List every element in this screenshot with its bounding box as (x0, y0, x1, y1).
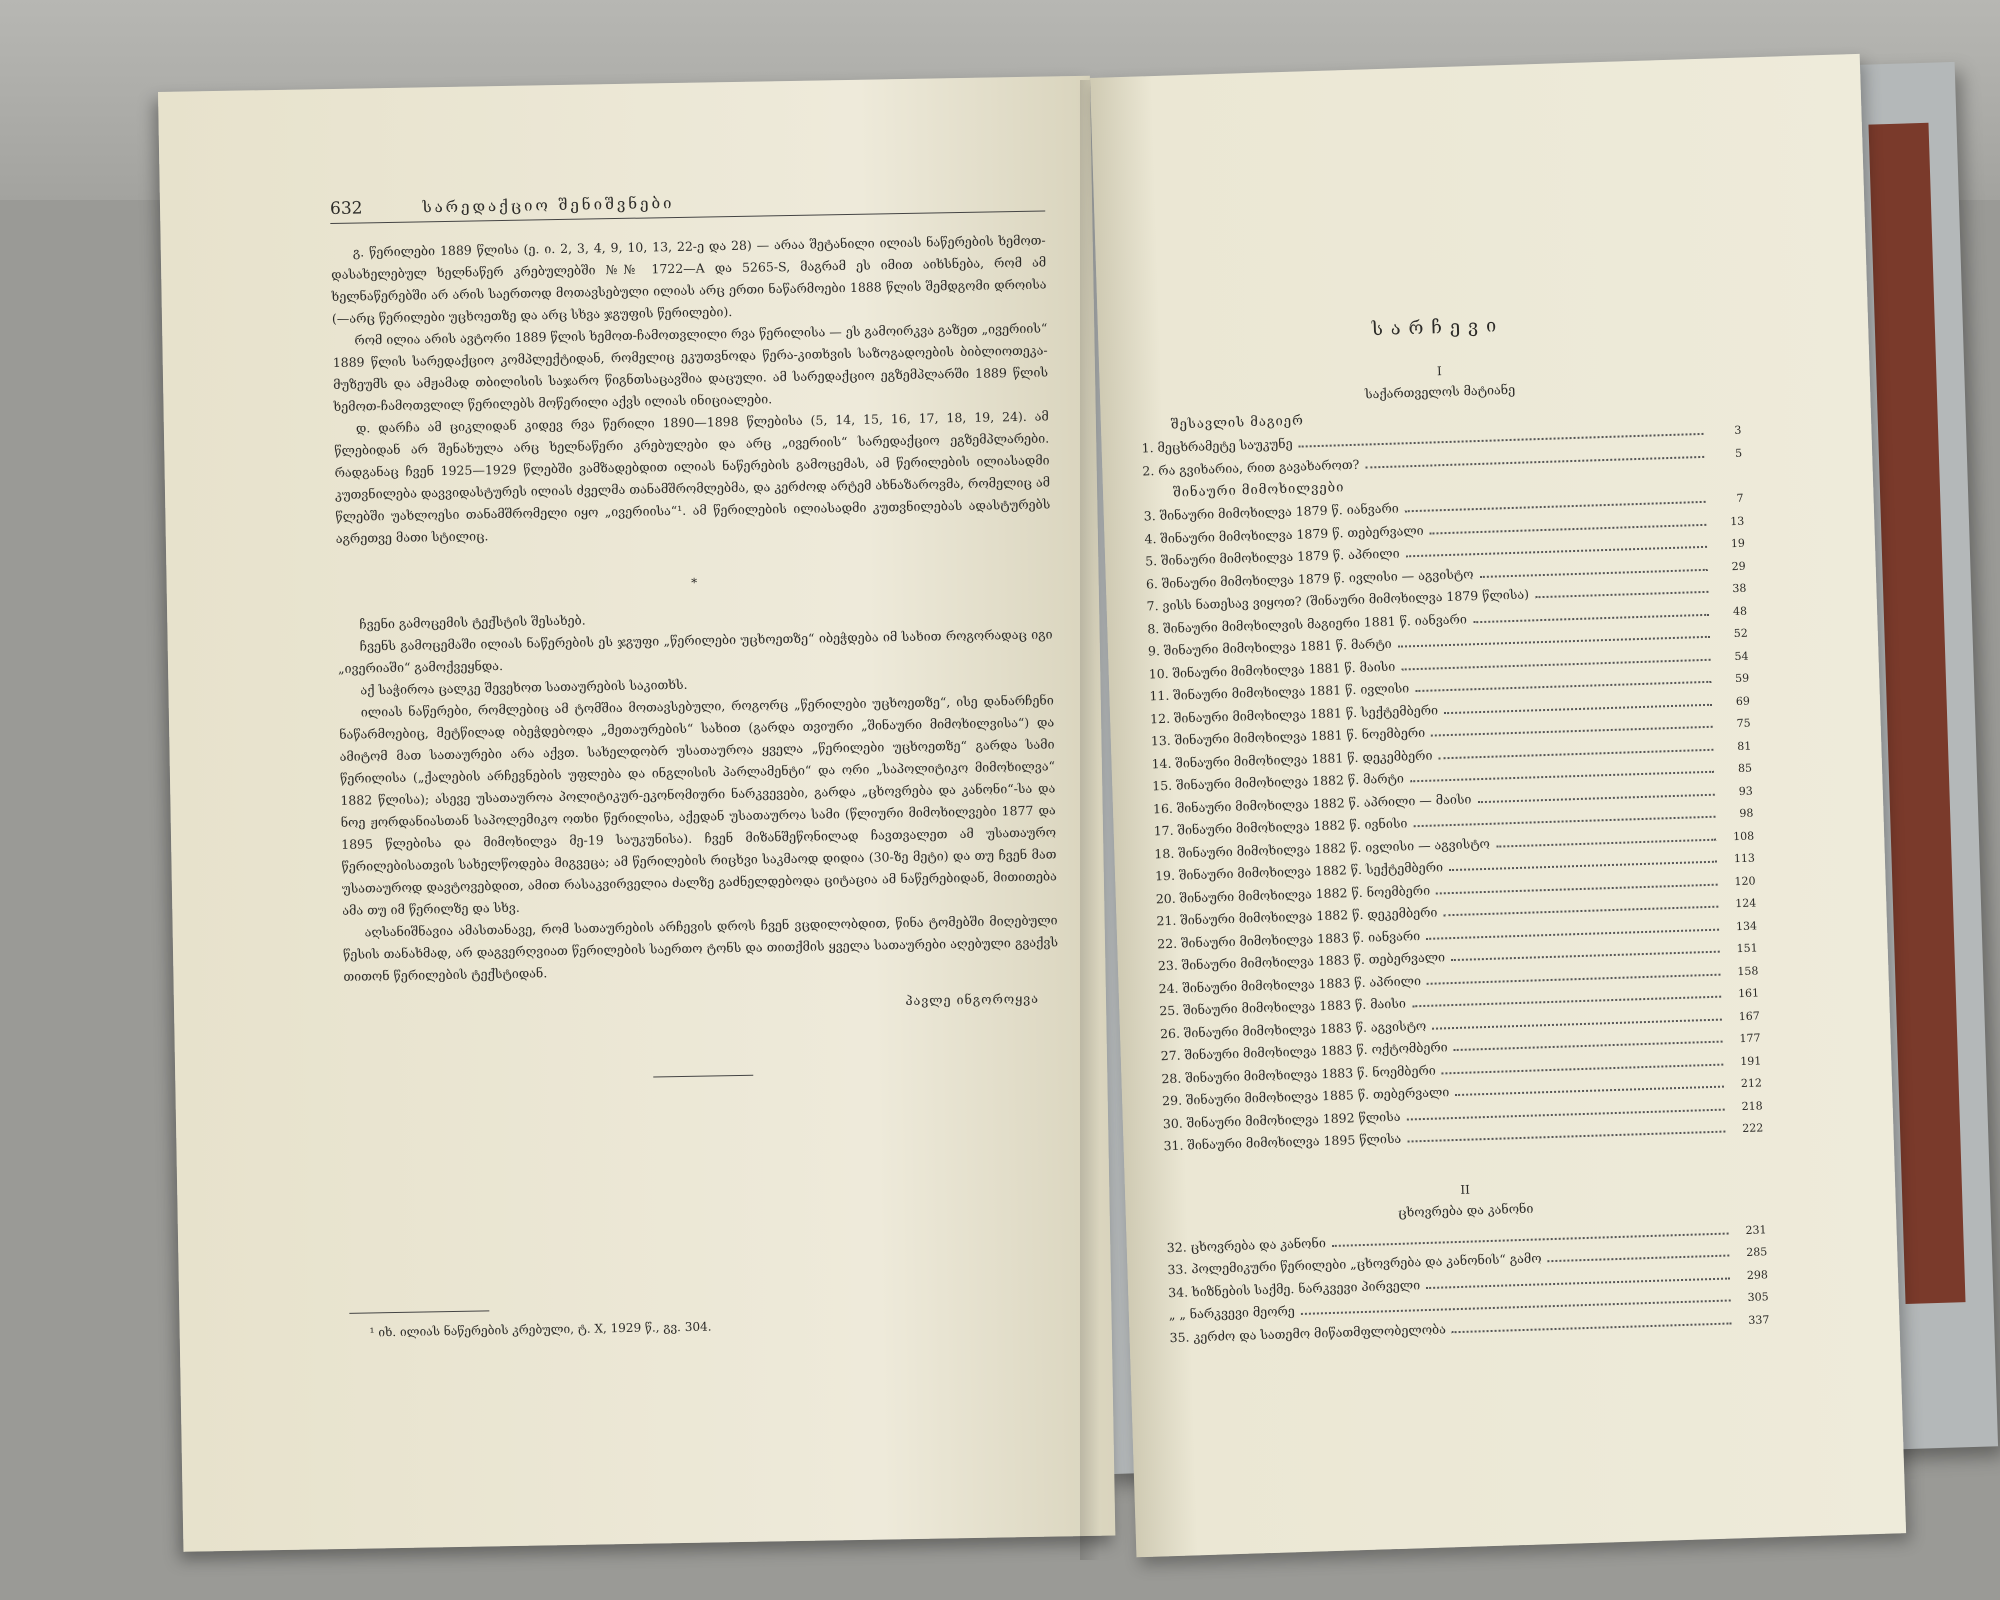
part-title: საქართველოს მატიანე (1364, 381, 1516, 402)
toc-leader-dots (1451, 951, 1720, 961)
toc-entry-page: 231 (1745, 1222, 1767, 1237)
toc-leader-dots (1442, 1063, 1724, 1074)
toc-entry-title: 23. შინაური მიმოხილვა 1883 წ. თებერვალი (1157, 949, 1446, 974)
toc-entry-title: 4. შინაური მიმოხილვა 1879 წ. თებერვალი (1144, 522, 1424, 547)
toc-leader-dots (1477, 793, 1714, 802)
toc-entry-title: 17. შინაური მიმოხილვა 1882 წ. ივნისი (1153, 815, 1408, 839)
toc-leader-dots (1454, 1041, 1723, 1051)
toc-leader-dots (1432, 1018, 1722, 1029)
toc-entry-title: 33. პოლემიკური წერილები „ცხოვრება და კანონის“ გამო (1167, 1250, 1542, 1278)
toc-entry-page: 48 (1732, 604, 1748, 618)
toc-leader-dots (1455, 1086, 1724, 1096)
toc-entry-page: 7 (1736, 491, 1744, 505)
toc-leader-dots (1444, 703, 1712, 713)
toc-entry-title: 12. შინაური მიმოხილვა 1881 წ. სექტემბერი (1149, 701, 1439, 726)
left-page-content (330, 187, 1065, 1344)
toc-entry-title: 9. შინაური მიმოხილვა 1881 წ. მარტი (1147, 635, 1392, 659)
toc-entry-title: 26. შინაური მიმოხილვა 1883 წ. აგვისტო (1159, 1017, 1427, 1041)
toc-entry-page: 298 (1746, 1267, 1769, 1282)
paragraph: ჩვენს გამოცემაში ილიას ნაწერების ეს ჯგუფი „წერილები უცხოეთზე“ იბეჭდება იმ სახით როგორადაც იგი „ივერიაში“ გამოქვეყნდა. (337, 626, 1053, 676)
toc-entry-page: 151 (1736, 941, 1758, 956)
footnote-rule (349, 1310, 489, 1313)
end-rule (653, 1075, 753, 1078)
toc-entry-title: 15. შინაური მიმოხილვა 1882 წ. მარტი (1152, 770, 1405, 794)
toc-entry-title: 13. შინაური მიმოხილვა 1881 წ. ნოემბერი (1150, 724, 1426, 749)
toc-entry-page: 75 (1736, 716, 1751, 731)
part-number: I (1436, 364, 1442, 379)
toc-entry-title: 34. ხიზნების საქმე. ნარკვევი პირველი (1167, 1276, 1421, 1300)
toc-leader-dots (1413, 816, 1715, 827)
toc-entry-title: 16. შინაური მიმოხილვა 1882 წ. აპრილი — მაისი (1152, 790, 1472, 816)
toc-entry-page: 134 (1735, 918, 1758, 933)
part-number: II (1460, 1182, 1471, 1197)
toc-leader-dots (1431, 726, 1713, 737)
paragraph: აქ საჭიროა ცალკე შევეხოთ სათაურების საკითხს. (360, 676, 688, 698)
toc-entry-title: 10. შინაური მიმოხილვა 1881 წ. მაისი (1148, 658, 1396, 681)
toc-entry-title: 20. შინაური მიმოხილვა 1882 წ. ნოემბერი (1155, 882, 1431, 906)
toc-section-3 (1166, 1218, 1769, 1349)
section-star: * (691, 575, 698, 590)
toc-entry-title: 19. შინაური მიმოხილვა 1882 წ. სექტემბერი (1154, 859, 1444, 884)
paragraph: ილიას ნაწერები, რომლებიც ამ ტომშია მოთავსებული, როგორც „წერილები უცხოეთზე“, ისე დანარჩენი ნაწარმოებიც, მეტწილად იბეჭდებოდა „მეთაურების“ სახით (გარდა თვიური „შინაური მიმოხილვისა“) და ამიტომ მათ სათაურები არა აქვთ. სახელდობრ უსათაუროა ყველა „წერილები უცხოეთზე“ გარდა სამი წერილისა („ქალების არჩევნების უფლება და ინგლისის პარლამენტი“ და ორი „საპოლიტიკო მიმოხილვა“ 1882 წლისა); ასევე უსათაუროა პოლიტიკურ-ეკონომიური ნარკვევები, გარდა „ცხოვრება და კანონი“-სა და ნოე ჟორდანიასთან საპოლემიკო ოთხი წერილისა, აქედან უსათაუროა სამი (წლიური მიმოხილვები 1877 და 1895 წლებისა და მიმოხილვა მე-19 საუკუნისა). ჩვენ მიზანშეწონილად ჩავთვალეთ ამ უსათაურო წერილებისათვის სახელწოდება მიგვეცა; ამ წერილების რიცხვი საკმაოდ დიდია (30-ზე მეტი) და თუ ჩვენ მათ უსათაუროდ დავტოვებდით, ამით რასაკვირველია ძალზე გაძნელდებოდა ციტაცია ამ ნაწერებიდან, მითითება ამა თუ იმ წერილზე და სხვ. (339, 692, 1057, 918)
toc-leader-dots (1548, 1255, 1730, 1263)
toc-entry-title: 18. შინაური მიმოხილვა 1882 წ. ივლისი — აგვისტო (1154, 835, 1491, 861)
toc-leader-dots (1438, 748, 1713, 759)
toc-entry-page: 59 (1734, 671, 1750, 686)
toc-entry-title: 35. კერძო და სათემო მიწათმფლობელობა (1169, 1320, 1447, 1345)
toc-leader-dots (1426, 928, 1719, 939)
toc-entry-page: 222 (1742, 1121, 1764, 1136)
toc-leader-dots (1415, 681, 1711, 692)
section-title: შინაური მიმოხილვები (1172, 480, 1345, 501)
toc-entry-title: 28. შინაური მიმოხილვა 1883 წ. ნოემბერი (1161, 1062, 1436, 1086)
toc-entry-title: 8. შინაური მიმოხილვის მაგიერი 1881 წ. იანვარი (1147, 610, 1468, 636)
toc-entry-page: 93 (1738, 784, 1753, 798)
toc-entry-page: 3 (1734, 423, 1742, 437)
author-signature: პავლე ინგოროყვა (905, 990, 1040, 1009)
toc-entry-page: 69 (1735, 694, 1751, 708)
toc-entry-page: 337 (1748, 1312, 1770, 1327)
toc-entry-page: 108 (1732, 829, 1755, 843)
toc-leader-dots (1535, 591, 1708, 598)
toc-leader-dots (1449, 861, 1717, 871)
toc-entry-page: 167 (1738, 1008, 1760, 1023)
toc-entry-title: 11. შინაური მიმოხილვა 1881 წ. ივლისი (1149, 680, 1410, 704)
toc-leader-dots (1430, 523, 1707, 534)
toc-entry-page: 191 (1739, 1053, 1762, 1068)
toc-title: სარჩევი (1371, 315, 1505, 341)
toc-entry-title: 3. შინაური მიმოხილვა 1879 წ. იანვარი (1143, 500, 1400, 524)
toc-entry-title: 2. რა გვიხარია, რით გავახაროთ? (1142, 456, 1360, 479)
toc-leader-dots (1452, 1322, 1731, 1333)
toc-entry-page: 52 (1733, 626, 1748, 641)
paragraph: გ. წერილები 1889 წლისა (ე. ი. 2, 3, 4, 9, 10, 13, 22-ე და 28) — არაა შეტანილი ილიას ნაწერების ხემოთ-დასახელებულ ხელნაწერ კრებულებში №№ 1722—A და 5265-S, მაგრამ ეს იმით აიხსნება, რომ ამ ხელნაწერებში არ არის საერთოდ მოთავსებული ილიას არც ერთი ნაწარმოები 1888 წლის შემდგომი დროისა (—არც წერილები უცხოეთზე და არც სხვა ჯგუფის წერილები). (331, 232, 1047, 326)
toc-entry-page: 85 (1737, 761, 1753, 775)
toc-entry-title: 22. შინაური მიმოხილვა 1883 წ. იანვარი (1156, 927, 1421, 951)
toc-entry-page: 158 (1737, 963, 1759, 978)
toc-leader-dots (1479, 568, 1707, 577)
toc-entry-page: 218 (1741, 1098, 1763, 1113)
subheading: ჩვენი გამოცემის ტექსტის შესახებ. (359, 612, 586, 632)
toc-entry-page: 98 (1739, 806, 1754, 820)
toc-entry-title: „ „ ნარკვევი მეორე (1168, 1303, 1296, 1323)
toc-entry-page: 212 (1740, 1076, 1763, 1091)
toc-entry-title: 1. მეცხრამეტე საუკუნე (1141, 435, 1293, 456)
footnote: ¹ იხ. ილიას ნაწერების კრებული, ტ. X, 1929 წ., გვ. 304. (369, 1319, 712, 1340)
toc-entry-title: 21. შინაური მიმოხილვა 1882 წ. დეკემბერი (1156, 904, 1438, 929)
toc-entry-title: 24. შინაური მიმოხილვა 1883 წ. აპრილი (1158, 972, 1422, 996)
body-text (331, 230, 1065, 1344)
table-of-contents (1138, 308, 1770, 1349)
toc-leader-dots (1405, 501, 1706, 512)
toc-entry-title: 27. შინაური მიმოხილვა 1883 წ. ოქტომბერი (1160, 1039, 1448, 1064)
page-number: 632 (329, 198, 363, 220)
toc-entry-title: 29. შინაური მიმოხილვა 1885 წ. თებერვალი (1161, 1084, 1450, 1109)
toc-entry-page: 124 (1735, 896, 1757, 911)
toc-leader-dots (1427, 973, 1720, 984)
toc-leader-dots (1473, 613, 1709, 622)
running-head (330, 187, 1045, 224)
paragraph: დ. დარჩა ამ ციკლიდან კიდევ რვა წერილი 1890—1898 წლებისა (5, 14, 15, 16, 17, 18, 19, 24). ამ წლებიდან არ შენახულა არც ხელნაწერი კრებულები და არც „ივერიის“ სარედაქციო ეგზემპლარები. რადგანაც ჩვენ 1925—1929 წლებში ვამზადებდით ილიას ნაწერების გამოცემას, ამ წერილების ილიასადმი კუთვნილება დავვიდასტურეს ილიას ძველმა თანამშრომლებმა, და კერძოდ არტემ ახნაზაროვმა, რომელიც ამ წლებში უახლოესი თანამშრომელი იყო „ივერიისა“¹. ამ წერილების ილიასადმი კუთვნილებას ადასტურებს აგრეთვე მათი სტილიც. (334, 408, 1051, 546)
toc-entry-page: 113 (1733, 851, 1756, 866)
toc-entry-page: 177 (1739, 1031, 1761, 1046)
toc-entry-title: 31. შინაური მიმოხილვა 1895 წლისა (1163, 1130, 1402, 1154)
toc-entry-title: 32. ცხოვრება და კანონი (1166, 1234, 1327, 1255)
toc-leader-dots (1436, 883, 1718, 894)
toc-entry-page: 29 (1731, 559, 1746, 573)
toc-entry-page: 38 (1732, 581, 1747, 596)
toc-entry-title: 25. შინაური მიმოხილვა 1883 წ. მაისი (1159, 995, 1407, 1019)
toc-entry-title: 14. შინაური მიმოხილვა 1881 წ. დეკემბერი (1151, 747, 1433, 771)
toc-entry-page: 13 (1730, 514, 1745, 528)
toc-entry-title: 5. შინაური მიმოხილვა 1879 წ. აპრილი (1144, 545, 1400, 569)
toc-leader-dots (1410, 771, 1714, 783)
toc-leader-dots (1365, 455, 1704, 468)
left-page (158, 76, 1115, 1552)
toc-entry-page: 5 (1734, 446, 1743, 460)
paragraph: აღსანიშნავია ამასთანავე, რომ სათაურების არჩევის დროს ჩვენ ვცდილობდით, წინა ტომებში მიღებული წესის თანახმად, არ დაგვერღვიათ წერილების საერთო ტონს და თითქმის ყველა სათაურები აღებული გვაქვს თითონ წერილების ტექსტიდან. (342, 912, 1059, 984)
toc-entry-title: 30. შინაური მიმოხილვა 1892 წლისა (1162, 1108, 1401, 1131)
toc-leader-dots (1443, 906, 1718, 917)
toc-entry-page: 285 (1746, 1245, 1768, 1259)
toc-entry-page: 305 (1747, 1290, 1769, 1304)
paragraph: რომ ილია არის ავტორი 1889 წლის ხემოთ-ჩამოთვლილი რვა წერილისა — ეს გამოირკვა გაზეთ „ივერიის“ 1889 წლის სარედაქციო კომპლექტიდან, რომელიც ეკუთვნოდა წერა-კითხვის საზოგადოების ბიბლიოთეკა-მუზეუმს და ამჟამად თბილისის საჯარო წიგნთსაცავშია დაცული. ამ სარედაქციო ეგზემპლარში 1889 წლის ხემოთ-ჩამოთვლილ წერილებს მოწერილი აქვს ილიას ინიციალები. (332, 320, 1049, 414)
toc-entry-page: 161 (1737, 986, 1760, 1001)
toc-leader-dots (1426, 1277, 1730, 1289)
toc-entry-page: 19 (1730, 536, 1746, 551)
toc-entry-page: 120 (1734, 873, 1756, 888)
toc-entry-title: 6. შინაური მიმოხილვა 1879 წ. ივლისი — აგვისტო (1145, 565, 1474, 591)
section-title: შესავლის მაგიერ (1170, 413, 1305, 433)
right-page (1090, 54, 1906, 1557)
toc-leader-dots (1406, 546, 1707, 557)
toc-section-2 (1143, 487, 1763, 1158)
toc-entry-page: 54 (1734, 649, 1749, 663)
toc-entry-page: 81 (1737, 739, 1752, 753)
part-title: ცხოვრება და კანონი (1397, 1200, 1534, 1220)
running-head-title: სარედაქციო შენიშვნები (422, 194, 675, 217)
toc-leader-dots (1496, 838, 1716, 847)
toc-entry-title: 7. ვისს ნათესავ ვიყოთ? (შინაური მიმოხილვა 1879 წლისა) (1146, 586, 1530, 614)
